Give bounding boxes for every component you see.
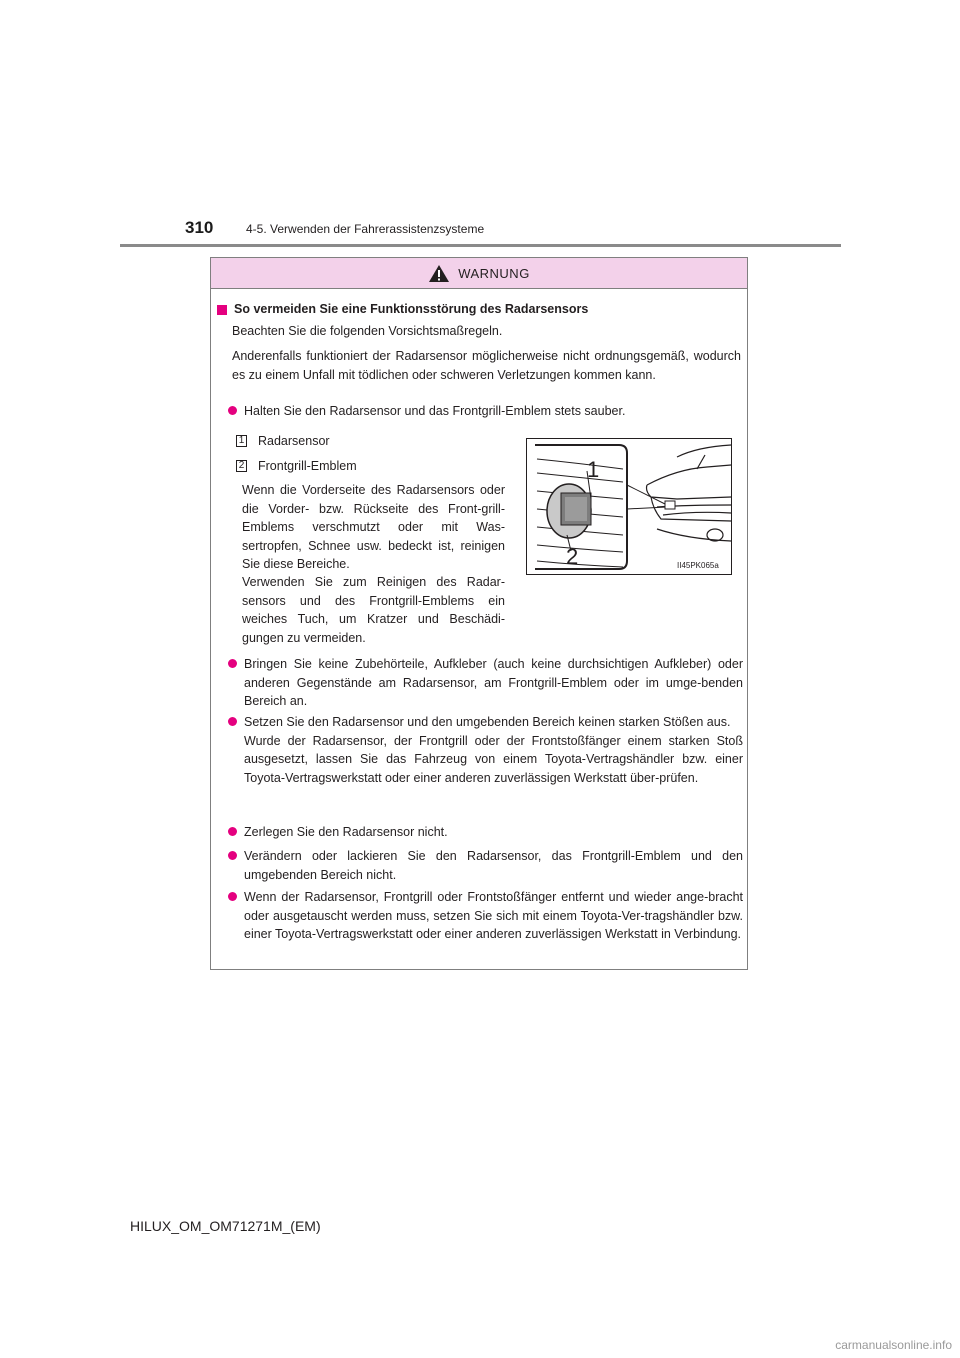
bullet-text: Halten Sie den Radarsensor und das Frontgrill-Emblem stets sauber.	[244, 404, 626, 418]
document-id: HILUX_OM_OM71271M_(EM)	[130, 1218, 321, 1234]
watermark: carmanualsonline.info	[835, 1338, 952, 1352]
legend-number-box: 1	[236, 435, 247, 447]
bullet-text: Zerlegen Sie den Radarsensor nicht.	[244, 825, 448, 839]
cleaning-text-1: Wenn die Vorderseite des Radarsensors oder die Vorder- bzw. Rückseite des Front-grill-Emblems verschmutzt oder mit Was-sertropfen, Schnee usw. bedeckt ist, reinigen Sie diese Bereiche.	[242, 483, 505, 571]
legend-number-box: 2	[236, 460, 247, 472]
intro-text-2: Anderenfalls funktioniert der Radarsensor möglicherweise nicht ordnungsgemäß, wodurch es zu einem Unfall mit tödlichen oder schweren Verletzungen kommen kann.	[232, 349, 741, 382]
warning-title: WARNUNG	[458, 265, 530, 281]
warning-triangle-icon	[428, 264, 450, 283]
bullet-item	[228, 888, 743, 944]
cleaning-text-2: Verwenden Sie zum Reinigen des Radar-sensors und des Frontgrill-Emblems ein weiches Tuch, um Kratzer und Beschädi-gungen zu vermeiden.	[242, 575, 505, 645]
callout-2: 2	[566, 544, 579, 569]
bullet-text: Verändern oder lackieren Sie den Radarsensor, das Frontgrill-Emblem und den umgebenden Bereich nicht.	[244, 849, 743, 882]
bullet-text	[244, 713, 743, 787]
warning-box	[210, 257, 748, 970]
bullet-item	[228, 655, 743, 711]
bullet-item	[228, 402, 741, 421]
bullet-dot-icon	[228, 827, 237, 836]
section-title: 4-5. Verwenden der Fahrerassistenzsysteme	[246, 222, 485, 236]
square-bullet-icon	[217, 305, 227, 315]
warning-topic	[217, 302, 737, 316]
callout-1: 1	[587, 457, 600, 482]
bullet-text: Wenn der Radarsensor, Frontgrill oder Frontstoßfänger entfernt und wieder ange-bracht oder ausgetauscht werden muss, setzen Sie sich mit einem Toyota-Ver-tragshändler bzw. einer Toyota-Vertragswerkstatt oder einer anderen zuverlässigen Werkstatt in Verbindung.	[244, 890, 743, 941]
bullet-text-part: Wurde der Radarsensor, der Frontgrill oder der Frontstoßfänger einem starken Stoß ausgesetzt, lassen Sie das Fahrzeug von einem Toyota-Vertragshändler bzw. einer Toyota-Vertragswerkstatt oder einer anderen zuverlässigen Werkstatt über-prüfen.	[244, 733, 743, 785]
intro-text-1: Beachten Sie die folgenden Vorsichtsmaßregeln.	[232, 324, 503, 338]
topic-text: So vermeiden Sie eine Funktionsstörung des Radarsensors	[234, 302, 589, 316]
figure-code: II45PK065a	[677, 561, 719, 570]
car-front-illustration	[527, 439, 731, 574]
legend-label: Frontgrill-Emblem	[258, 459, 357, 473]
bullet-dot-icon	[228, 659, 237, 668]
radar-sensor-illustration	[526, 438, 732, 575]
bullet-dot-icon	[228, 892, 237, 901]
page-number: 310	[185, 218, 214, 237]
bullet-text-part: Setzen Sie den Radarsensor und den umgebenden Bereich keinen starken Stößen aus.	[244, 715, 731, 729]
bullet-dot-icon	[228, 406, 237, 415]
bullet-item	[228, 823, 743, 842]
legend-item-radar	[236, 434, 330, 448]
bullet-dot-icon	[228, 851, 237, 860]
header-rule	[120, 244, 841, 247]
bullet-item	[228, 713, 743, 787]
bullet-dot-icon	[228, 717, 237, 726]
warning-header	[211, 258, 747, 289]
bullet-text: Bringen Sie keine Zubehörteile, Aufkleber (auch keine durchsichtigen Aufkleber) oder anderen Gegenstände am Radarsensor, am Frontgrill-Emblem oder im umge-benden Bereich an.	[244, 657, 743, 708]
bullet-item	[228, 847, 743, 884]
legend-label: Radarsensor	[258, 434, 330, 448]
legend-item-emblem	[236, 459, 357, 473]
